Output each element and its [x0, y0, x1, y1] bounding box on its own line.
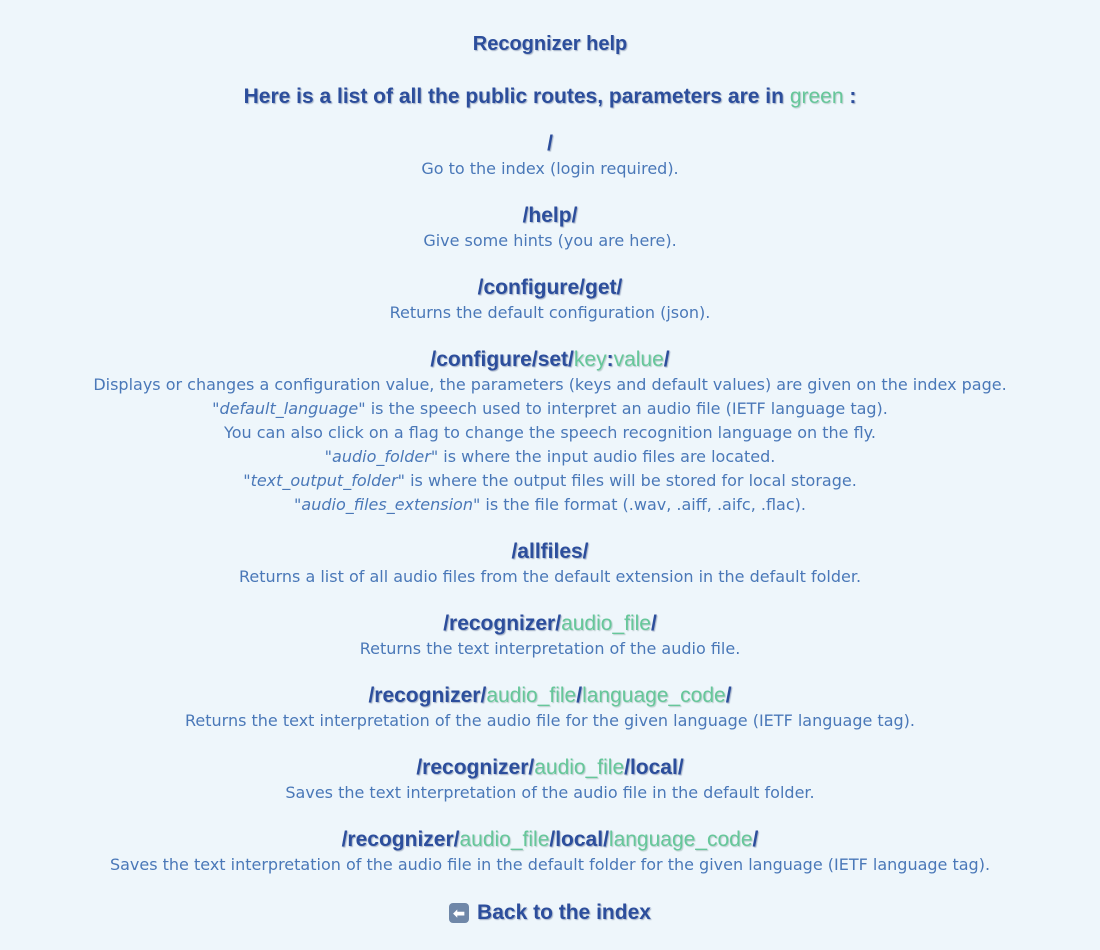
route-path — [0, 347, 1100, 373]
route-description: Displays or changes a configuration value, the parameters (keys and default values) are given on the index page. — [93, 375, 1007, 394]
route-recognizer-file — [0, 611, 1100, 661]
subtitle-green-word: green — [789, 85, 844, 108]
page-subtitle — [0, 83, 1100, 111]
route-prefix: /configure/set/ — [430, 348, 574, 371]
route-path: /recognizer/audio_file/language_code/ — [368, 684, 732, 707]
back-to-index-link[interactable] — [449, 901, 651, 925]
config-key-name: "default_language" — [212, 399, 366, 418]
route-description: Returns the text interpretation of the audio file. — [359, 639, 741, 658]
route-recognizer-local-language — [0, 827, 1100, 877]
route-description: Returns the text interpretation of the audio file for the given language (IETF language tag). — [185, 711, 915, 730]
page-title: Recognizer help — [472, 33, 628, 55]
config-key-name: "text_output_folder" — [243, 471, 405, 490]
param-audio-file: audio_file — [561, 612, 651, 635]
param-audio-file: audio_file — [534, 756, 625, 779]
route-path: /recognizer/audio_file/local/language_code/ — [341, 828, 759, 851]
route-index — [0, 131, 1100, 181]
route-description: Go to the index (login required). — [421, 159, 679, 178]
route-description: Saves the text interpretation of the audio file in the default folder. — [285, 783, 815, 802]
route-help — [0, 203, 1100, 253]
route-recognizer-file-language — [0, 683, 1100, 733]
route-allfiles — [0, 539, 1100, 589]
config-key-name: "audio_folder" — [324, 447, 439, 466]
route-description-audio-folder: "audio_folder" is where the input audio files are located. — [324, 447, 776, 466]
param-language-code: language_code — [608, 828, 753, 851]
param-audio-file: audio_file — [459, 828, 550, 851]
route-description: Saves the text interpretation of the audio file in the default folder for the given language (IETF language tag). — [109, 855, 991, 874]
param-value: value — [613, 348, 664, 371]
param-language-code: language_code — [582, 684, 726, 707]
route-recognizer-local — [0, 755, 1100, 805]
config-key-name: "audio_files_extension" — [294, 495, 481, 514]
route-path: / — [547, 132, 553, 155]
back-link-label: Back to the index — [477, 901, 651, 924]
back-arrow-icon: ⬅ — [449, 903, 469, 923]
subtitle-suffix: : — [849, 85, 857, 108]
route-configure-set — [0, 347, 1100, 517]
route-path: /recognizer/audio_file/ — [443, 612, 657, 635]
param-audio-file: audio_file — [486, 684, 577, 707]
route-colon: : — [606, 348, 614, 371]
route-description-text-output-folder: "text_output_folder" is where the output files will be stored for local storage. — [243, 471, 857, 490]
route-path: /configure/get/ — [477, 276, 623, 299]
route-description-flag-hint: You can also click on a flag to change the speech recognition language on the fly. — [224, 423, 876, 442]
route-description-default-language: "default_language" is the speech used to interpret an audio file (IETF language tag). — [212, 399, 888, 418]
route-path: /help/ — [522, 204, 578, 227]
route-configure-get — [0, 275, 1100, 325]
route-path: /allfiles/ — [511, 540, 589, 563]
route-path: /recognizer/audio_file/local/ — [416, 756, 684, 779]
route-description: Returns a list of all audio files from the default extension in the default folder. — [238, 567, 862, 586]
route-suffix: / — [663, 348, 670, 371]
subtitle-text: Here is a list of all the public routes, parameters are in — [243, 85, 784, 108]
route-description: Returns the default configuration (json). — [389, 303, 711, 322]
route-description-audio-files-extension: "audio_files_extension" is the file format (.wav, .aiff, .aifc, .flac). — [294, 495, 806, 514]
param-key: key — [573, 348, 607, 371]
route-description: Give some hints (you are here). — [423, 231, 677, 250]
